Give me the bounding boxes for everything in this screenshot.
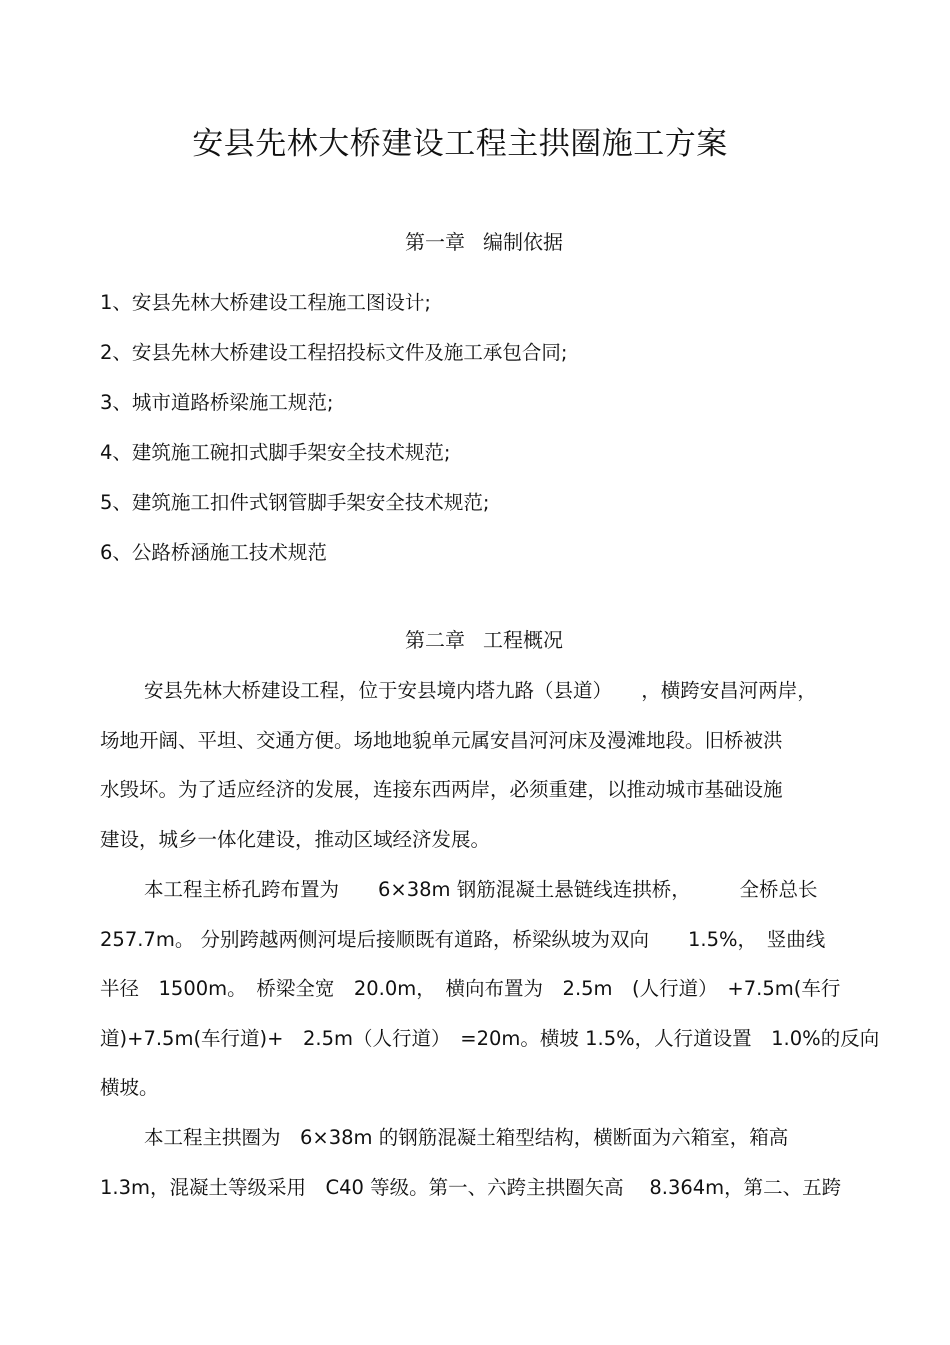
chapter-2-heading: [0, 625, 950, 655]
paragraph-line: 场地开阔、平坦、交通方便。场地地貌单元属安昌河河床及漫滩地段。旧桥被洪: [100, 728, 783, 752]
paragraph-line: 257.7m。 分别跨越两侧河堤后接顺既有道路，桥梁纵坡为双向 1.5%， 竖曲线: [100, 927, 826, 951]
paragraph-line: 建设，城乡一体化建设，推动区域经济发展。: [100, 827, 491, 851]
paragraph-location: [100, 666, 875, 864]
chapter-1-number: 第一章: [405, 230, 465, 254]
chapter-2-number: 第二章: [405, 628, 465, 652]
paragraph-line: 半径 1500m。 桥梁全宽 20.0m， 横向布置为 2.5m (人行道） +7.5m(车行: [100, 977, 841, 1000]
paragraph-line: 道)+7.5m(车行道)+ 2.5m（人行道） =20m。横坡 1.5%，人行道设置 1.0%的反向: [100, 1026, 880, 1050]
document-title: 安县先林大桥建设工程主拱圈施工方案: [192, 126, 728, 162]
paragraph-line: 横坡。: [100, 1076, 159, 1099]
paragraph-bridge-layout: [100, 865, 880, 1113]
paragraph-line: 1.3m，混凝土等级采用 C40 等级。第一、六跨主拱圈矢高 8.364m，第二、五跨: [100, 1175, 842, 1199]
paragraph-line: 水毁坏。为了适应经济的发展，连接东西两岸，必须重建，以推动城市基础设施: [100, 778, 783, 801]
basis-list: [100, 278, 567, 578]
paragraph-line: 安县先林大桥建设工程，位于安县境内塔九路（县道） ，横跨安昌河两岸，: [144, 679, 817, 702]
list-item: 1、安县先林大桥建设工程施工图设计;: [100, 291, 431, 314]
list-item: 6、公路桥涵施工技术规范: [100, 541, 327, 564]
chapter-1-heading: [0, 227, 950, 257]
paragraph-line: 本工程主桥孔跨布置为 6×38m 钢筋混凝土悬链线连拱桥， 全桥总长: [144, 878, 818, 901]
paragraph-line: 本工程主拱圈为 6×38m 的钢筋混凝土箱型结构，横断面为六箱室，箱高: [144, 1126, 789, 1149]
paragraph-main-arch: [100, 1113, 875, 1212]
list-item: 5、建筑施工扣件式钢管脚手架安全技术规范;: [100, 491, 490, 514]
list-item: 4、建筑施工碗扣式脚手架安全技术规范;: [100, 441, 451, 464]
chapter-1-name: 编制依据: [483, 230, 563, 254]
chapter-2-name: 工程概况: [483, 628, 563, 652]
list-item: 3、城市道路桥梁施工规范;: [100, 391, 334, 414]
list-item: 2、安县先林大桥建设工程招投标文件及施工承包合同;: [100, 341, 568, 364]
